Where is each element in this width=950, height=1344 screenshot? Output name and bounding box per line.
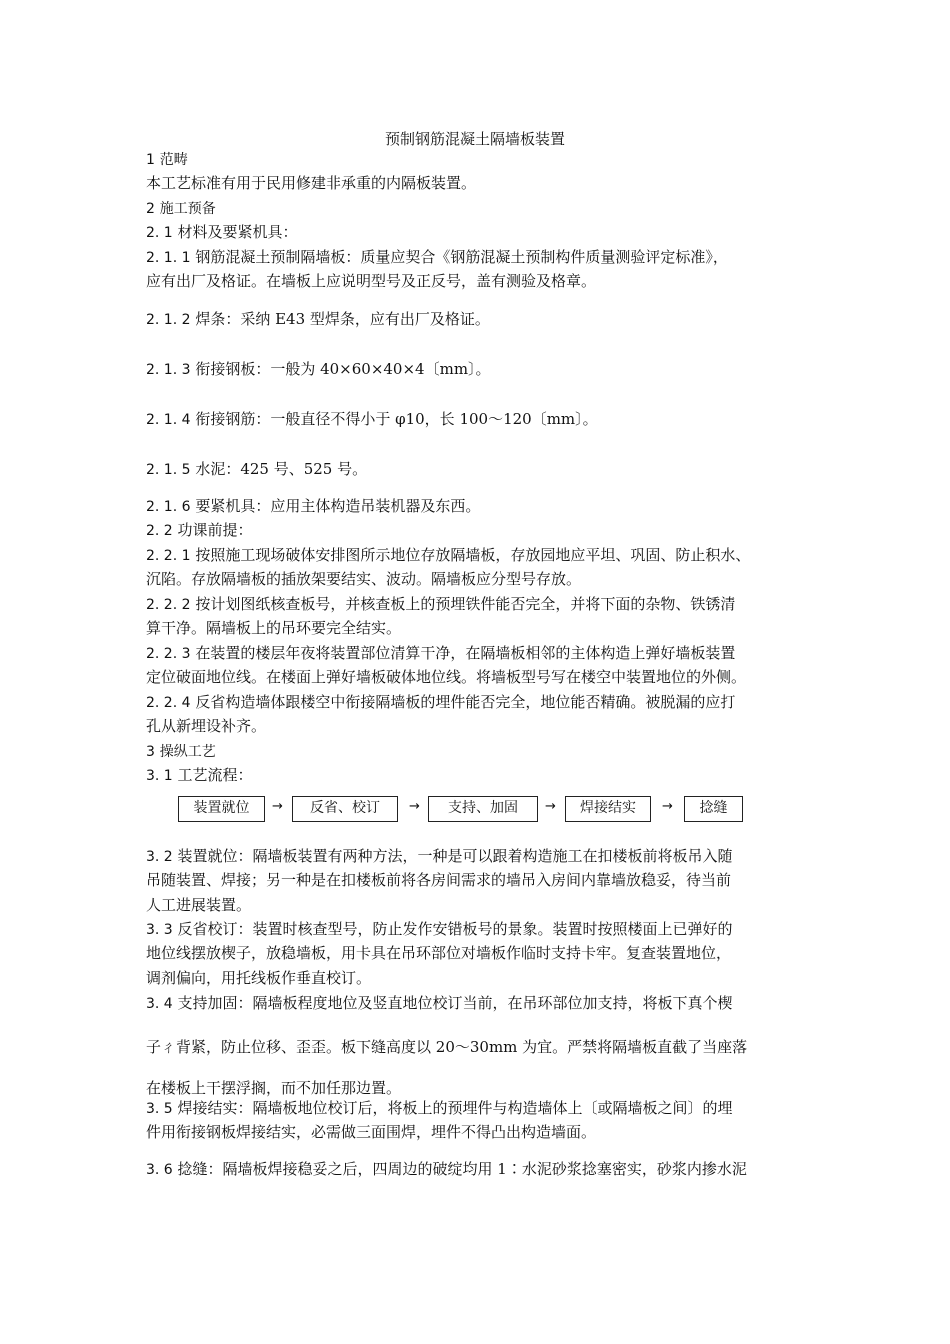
document-title: 预制钢筋混凝土隔墙板装置 [384,130,565,148]
line-text: 支持加固：隔墙板程度地位及竖直地位校订当前，在吊环部位加支持，将板下真个楔 [177,994,733,1012]
line-text: 子ㄔ背紧，防止位移、歪歪。板下缝高度以 20～30mm 为宜。严禁将隔墙板直截了当座落 [146,1038,748,1056]
paragraph-line [146,1038,826,1056]
paragraph-line [146,944,826,962]
line-text: 地位线摆放楔子，放稳墙板，用卡具在吊环部位对墙板作临时支持卡牢。复查装置地位， [146,944,732,962]
line-text: 沉陷。存放隔墙板的插放架要结实、波动。隔墙板应分型号存放。 [146,570,582,588]
clause-number: 2. 1. 1 [146,250,191,266]
line-text: 算干净。隔墙板上的吊环要完全结实。 [146,619,402,637]
line-text: 调剂偏向，用托线板作垂直校订。 [146,969,372,987]
line-text: 功课前提： [177,521,253,539]
heading-text: 范畴 [159,152,188,168]
paragraph-line [146,969,826,987]
paragraph-line [146,1099,826,1118]
line-text: 按计划图纸核查板号，并核查板上的预埋铁件能否完全，并将下面的杂物、铁锈清 [195,595,736,613]
heading-text: 施工预备 [159,201,216,217]
clause-number: 2. 2. 2 [146,597,191,613]
paragraph-line [146,668,826,686]
paragraph-line [146,766,826,785]
line-text: 本工艺标准有用于民用修建非承重的内隔板装置。 [146,174,477,192]
flow-arrow-icon: → [272,799,283,814]
line-text: 衔接钢筋：一般直径不得小于 φ10，长 100～120〔mm〕。 [195,410,598,428]
line-text: 反省构造墙体跟楼空中衔接隔墙板的埋件能否完全，地位能否精确。被脱漏的应打 [195,693,736,711]
line-text: 孔从新埋设补齐。 [146,717,267,735]
line-text: 工艺流程： [177,766,253,784]
paragraph-line [146,497,826,516]
line-text: 应有出厂及格证。在墙板上应说明型号及正反号，盖有测验及格章。 [146,272,597,290]
clause-number: 2. 1. 5 [146,462,191,478]
clause-number: 2. 1 [146,225,173,241]
line-text: 按照施工现场破体安排图所示地位存放隔墙板，存放园地应平坦、巩固、防止积水、 [195,546,751,564]
clause-number: 2 [146,201,155,217]
paragraph-line [146,871,826,889]
line-text: 钢筋混凝土预制隔墙板：质量应契合《钢筋混凝土预制构件质量测验评定标准》， [195,248,728,266]
paragraph-line [146,994,826,1013]
clause-number: 2. 1. 4 [146,412,191,428]
paragraph-line [146,360,826,379]
paragraph-line [146,521,826,540]
paragraph-line [146,223,826,242]
line-text: 反省校订：装置时核查型号，防止发作安错板号的景象。装置时按照楼面上已弹好的 [177,920,733,938]
clause-number: 3 [146,744,155,760]
paragraph-line [146,174,826,192]
flow-arrow-icon: → [545,799,556,814]
paragraph-line [146,619,826,637]
paragraph-line [146,644,826,663]
paragraph-line [146,896,826,914]
line-text: 要紧机具：应用主体构造吊装机器及东西。 [195,497,481,515]
clause-number: 3. 5 [146,1101,173,1117]
flow-step: 焊接结实 [565,796,651,822]
paragraph-line [146,595,826,614]
clause-number: 3. 3 [146,922,173,938]
clause-number: 2. 2. 3 [146,646,191,662]
line-text: 装置就位：隔墙板装置有两种方法，一种是可以跟着构造施工在扣楼板前将板吊入随 [177,847,733,865]
flow-arrow-icon: → [662,799,673,814]
section-heading [146,199,826,218]
clause-number: 3. 1 [146,768,173,784]
clause-number: 3. 6 [146,1162,173,1178]
paragraph-line [146,310,826,329]
clause-number: 2. 2. 1 [146,548,191,564]
clause-number: 2. 1. 2 [146,312,191,328]
paragraph-line [146,460,826,479]
flow-arrow-icon: → [409,799,420,814]
paragraph-line [146,920,826,939]
paragraph-line [146,847,826,866]
paragraph-line [146,546,826,565]
clause-number: 2. 1. 6 [146,499,191,515]
paragraph-line [146,1160,826,1179]
paragraph-line [146,717,826,735]
clause-number: 3. 4 [146,996,173,1012]
paragraph-line [146,248,826,267]
flow-step: 反省、校订 [292,796,398,822]
line-text: 捻缝：隔墙板焊接稳妥之后，四周边的破绽均用 1∶水泥砂浆捻塞密实，砂浆内掺水泥 [177,1160,747,1178]
paragraph-line [146,1079,826,1097]
clause-number: 1 [146,152,155,168]
line-text: 焊条：采纳 E43 型焊条，应有出厂及格证。 [195,310,490,328]
line-text: 吊随装置、焊接；另一种是在扣楼板前将各房间需求的墙吊入房间内靠墙放稳妥，待当前 [146,871,732,889]
line-text: 衔接钢板：一般为 40×60×40×4〔mm〕。 [195,360,491,378]
paragraph-line [146,1123,826,1141]
line-text: 人工进展装置。 [146,896,252,914]
heading-text: 操纵工艺 [159,744,216,760]
clause-number: 3. 2 [146,849,173,865]
section-heading [146,150,826,169]
line-text: 水泥：425 号、525 号。 [195,460,368,478]
line-text: 在装置的楼层年夜将装置部位清算干净，在隔墙板相邻的主体构造上弹好墙板装置 [195,644,736,662]
clause-number: 2. 1. 3 [146,362,191,378]
clause-number: 2. 2 [146,523,173,539]
flow-step: 捻缝 [684,796,743,822]
flow-step: 支持、加固 [428,796,538,822]
paragraph-line [146,570,826,588]
paragraph-line [146,272,826,290]
line-text: 定位破面地位线。在楼面上弹好墙板破体地位线。将墙板型号写在楼空中装置地位的外侧。 [146,668,747,686]
line-text: 焊接结实：隔墙板地位校订后，将板上的预埋件与构造墙体上〔或隔墙板之间〕的埋 [177,1099,733,1117]
line-text: 件用衔接钢板焊接结实，必需做三面围焊，埋件不得凸出构造墙面。 [146,1123,597,1141]
line-text: 在楼板上干摆浮搁，而不加任那边置。 [146,1079,402,1097]
paragraph-line [146,693,826,712]
flow-step: 装置就位 [178,796,265,822]
clause-number: 2. 2. 4 [146,695,191,711]
paragraph-line [146,410,826,429]
line-text: 材料及要紧机具： [177,223,298,241]
section-heading [146,742,826,761]
